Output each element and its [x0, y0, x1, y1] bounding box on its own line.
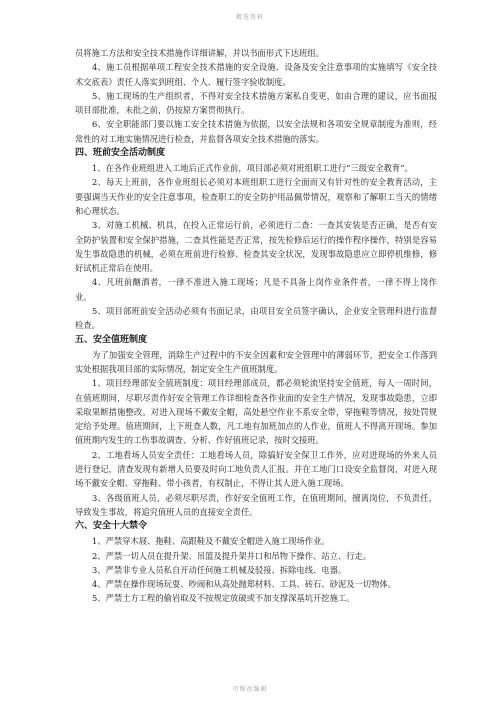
paragraph: 5、项目部班前安全活动必须有书面记录，由项目安全员签字确认，企业安全管理科进行监督检查。	[75, 306, 437, 331]
paragraph: 5、施工现场的生产组织者，不得对安全技术措施方案私自变更，如由合理的建议，应书面报项目部批准，未批之前，仍按原方案贯彻执行。	[75, 90, 437, 116]
paragraph: 2、工地看场人员安全责任：工地看场人员，除搞好安全保卫工作外，应对进现场的外来人员进行登记，清查发现有新增人员要及时向工地负责人汇报。并在工地门口设安全监督岗，对进入现场不戴安全帽、穿拖鞋、带小孩者，有权制止，不得让其人进入施工现场。	[75, 449, 437, 489]
paragraph: 3、严禁非专业人员私自开动任何施工机械及驳接、拆除电线、电器。	[92, 564, 347, 575]
paragraph: 5、严禁土方工程的偷岩取及不按规定放破或不加支撑深基坑开挖施工。	[92, 593, 355, 604]
paragraph: 员将施工方法和安全技术措施作详细讲解，并以书面形式下达班组。	[75, 48, 324, 58]
paragraph: 2、每天上班前，各作业班组长必须对本班组职工进行全面而又有针对性的安全教育活动，主要强调当天作业的安全注意事项，检查职工的安全防护用品佩带情况，观察和了解职工当天的情绪和心理状态。	[75, 177, 437, 216]
paragraph: 为了加强安全管理，消除生产过程中的不安全因素和安全管理中的薄弱环节，把安全工作落到实处根据我项目部的实际情况，制定安全生产值班制度。	[75, 349, 437, 374]
section-heading: 六、安全十大禁令	[75, 521, 148, 532]
page-header: 精选资料	[235, 14, 264, 21]
page-footer: 可修改编辑	[232, 686, 268, 693]
section-heading: 五、安全值班制度	[75, 334, 148, 345]
paragraph: 1、严禁穿木屐、拖鞋、高跟鞋及不戴安全帽进入施工现场作业。	[92, 536, 330, 547]
paragraph: 4、严禁在操作现场玩耍、吵闹和从高处抛郑材料、工具、砖石、砂泥及一切物体。	[92, 579, 396, 590]
paragraph: 6、安全职能部门要以施工安全技术措施为依据，以安全法规和各项安全规章制度为准则，经常性的对工地实施情况进行检查，并监督各项安全技术措施的落实。	[75, 119, 437, 144]
paragraph: 2、严禁一切人员在提升架、吊篮及提升架井口和吊物下操作、站立、行走。	[92, 550, 372, 561]
paragraph: 1、项目经理部安全值班制度：项目经理部成员，都必须轮流坚持安全值班，每人一周时间，在值班期间，尽职尽责作好安全管理工作详细检查各作业面的安全生产情况，发现事故隐患，立即采取果断措施整改。对进入现场不戴安全帽，高处悬空作业不系安全带，穿拖鞋等情况，按处罚规定给予处理。值班期间，上下班查人数，凡工地有加班加点的人作业，值班人不得离开现场。参加值班期内发生的工伤事故调查、分析、作好值班记录，按时交接班。	[75, 378, 437, 446]
paragraph: 4、凡班前酗酒者，一律不准进入施工现场；凡是不具备上岗作业条件者，一律不得上岗作业。	[75, 277, 437, 302]
paragraph: 4、施工员根据单项工程安全技术措施的安全设施、设备及安全注意事项的实施填写《安全技术交底表》责任人落实到班组、个人、履行签字验收制度。	[75, 62, 437, 87]
paragraph: 3、各级值班人员，必须尽职尽责，作好安全值班工作，在值班期间，擅离岗位，不负责任，导致发生事故，将追究值班人员的直接安全责任。	[75, 492, 437, 517]
paragraph: 1、在各作业班组进入工地后正式作业前，项目部必须对班组职工进行“三级安全教育”。	[92, 163, 413, 174]
section-heading: 四、班前安全活动制度	[75, 148, 166, 159]
document-body	[75, 46, 437, 606]
paragraph: 3、对施工机械、机具，在投入正常运行前，必须进行二查：一查其安装是否正确，是否有安全防护装置和安全保护措施，二查其性能是否正常，按先检修后运行的操作程序操作，特别是容易发生事故隐患的机械，必须在班前进行检修、检查其安全状况，发现事故隐患应立即停机维修，修好试机正常后在使用。	[75, 220, 437, 274]
